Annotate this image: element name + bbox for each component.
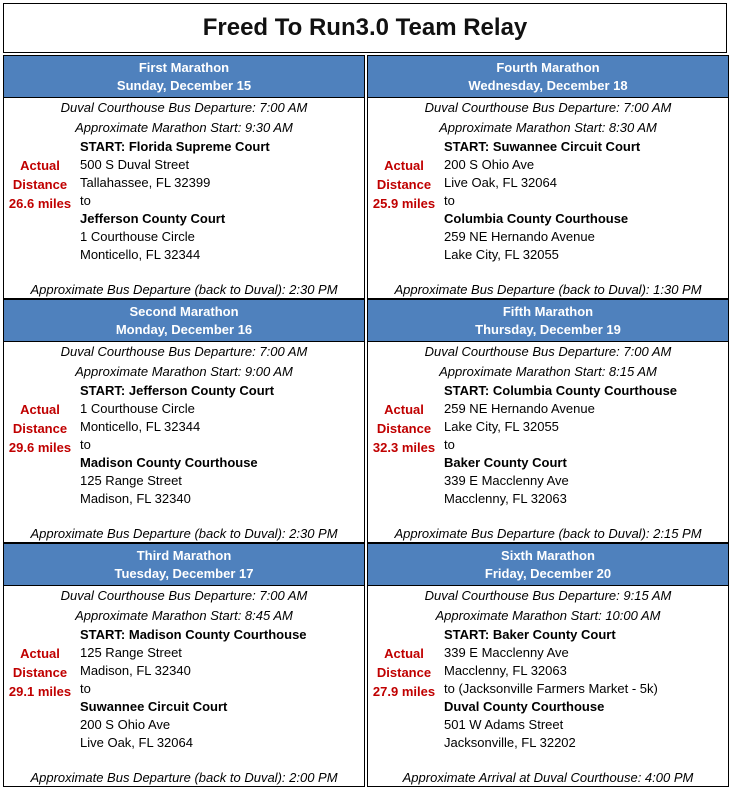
- distance-label-actual: Actual: [20, 158, 60, 173]
- distance-value: 26.6 miles: [8, 196, 72, 211]
- end-location: Madison County Courthouse: [80, 455, 258, 470]
- start-address-line2: Lake City, FL 32055: [444, 419, 559, 434]
- marathon-date: Wednesday, December 18: [468, 77, 628, 93]
- end-address-line2: Live Oak, FL 32064: [80, 735, 193, 750]
- route-addresses: [444, 138, 640, 264]
- marathon-header: [4, 56, 364, 98]
- route-addresses: [80, 626, 307, 752]
- bus-return: Approximate Bus Departure (back to Duval): 2:00 PM: [30, 770, 338, 785]
- actual-distance: [368, 400, 440, 457]
- marathon-start: Approximate Marathon Start: 8:30 AM: [439, 120, 657, 135]
- end-address-line2: Macclenny, FL 32063: [444, 491, 567, 506]
- start-address-line2: Tallahassee, FL 32399: [80, 175, 211, 190]
- start-address-line2: Live Oak, FL 32064: [444, 175, 557, 190]
- start-address-line1: 259 NE Hernando Avenue: [444, 401, 595, 416]
- marathon-header: [368, 544, 728, 586]
- end-location: Suwannee Circuit Court: [80, 699, 228, 714]
- actual-distance: [368, 644, 440, 701]
- marathon-cell: [3, 55, 365, 299]
- start-address-line2: Monticello, FL 32344: [80, 419, 201, 434]
- start-address-line1: 200 S Ohio Ave: [444, 157, 535, 172]
- marathon-date: Tuesday, December 17: [114, 565, 254, 581]
- page-title: Freed To Run3.0 Team Relay: [3, 3, 727, 53]
- route-addresses: [80, 138, 270, 264]
- marathon-name: First Marathon: [138, 59, 230, 75]
- to-label: to: [80, 681, 91, 696]
- route-details: [4, 626, 364, 768]
- start-address-line1: 1 Courthouse Circle: [80, 401, 195, 416]
- bus-departure: Duval Courthouse Bus Departure: 9:15 AM: [424, 588, 672, 603]
- distance-label-distance: Distance: [12, 177, 68, 192]
- distance-label-actual: Actual: [20, 402, 60, 417]
- distance-value: 25.9 miles: [372, 196, 436, 211]
- start-address-line1: 500 S Duval Street: [80, 157, 190, 172]
- marathon-name: Third Marathon: [136, 547, 232, 563]
- end-address-line1: 125 Range Street: [80, 473, 182, 488]
- distance-value: 29.6 miles: [8, 440, 72, 455]
- bus-departure: Duval Courthouse Bus Departure: 7:00 AM: [424, 100, 672, 115]
- end-address-line1: 501 W Adams Street: [444, 717, 564, 732]
- start-location: START: Columbia County Courthouse: [444, 383, 678, 398]
- end-location: Columbia County Courthouse: [444, 211, 629, 226]
- marathon-name: Sixth Marathon: [501, 547, 595, 563]
- marathon-cell: [367, 55, 729, 299]
- marathon-start: Approximate Marathon Start: 8:45 AM: [75, 608, 293, 623]
- actual-distance: [4, 644, 76, 701]
- marathon-cell: [367, 299, 729, 543]
- route-addresses: [444, 626, 658, 752]
- actual-distance: [4, 400, 76, 457]
- distance-label-distance: Distance: [12, 421, 68, 436]
- bus-departure: Duval Courthouse Bus Departure: 7:00 AM: [60, 344, 308, 359]
- end-location: Duval County Courthouse: [444, 699, 605, 714]
- end-address-line2: Madison, FL 32340: [80, 491, 191, 506]
- start-location: START: Jefferson County Court: [80, 383, 275, 398]
- start-location: START: Florida Supreme Court: [80, 139, 270, 154]
- bus-departure: Duval Courthouse Bus Departure: 7:00 AM: [424, 344, 672, 359]
- end-address-line2: Lake City, FL 32055: [444, 247, 559, 262]
- marathon-header: [4, 300, 364, 342]
- route-details: [368, 382, 728, 524]
- distance-label-actual: Actual: [384, 158, 424, 173]
- route-addresses: [80, 382, 274, 508]
- end-address-line1: 1 Courthouse Circle: [80, 229, 195, 244]
- end-address-line1: 339 E Macclenny Ave: [444, 473, 569, 488]
- distance-label-actual: Actual: [384, 646, 424, 661]
- bus-return: Approximate Bus Departure (back to Duval): 2:30 PM: [30, 282, 338, 297]
- bus-return: Approximate Bus Departure (back to Duval): 2:30 PM: [30, 526, 338, 541]
- to-label: to: [80, 193, 91, 208]
- marathon-date: Sunday, December 15: [116, 77, 252, 93]
- route-details: [368, 626, 728, 768]
- marathon-header: [368, 300, 728, 342]
- distance-value: 29.1 miles: [8, 684, 72, 699]
- to-label: to (Jacksonville Farmers Market - 5k): [444, 681, 658, 696]
- start-location: START: Madison County Courthouse: [80, 627, 307, 642]
- distance-label-distance: Distance: [376, 177, 432, 192]
- marathon-start: Approximate Marathon Start: 10:00 AM: [435, 608, 661, 623]
- end-location: Jefferson County Court: [80, 211, 226, 226]
- distance-label-distance: Distance: [12, 665, 68, 680]
- distance-label-actual: Actual: [384, 402, 424, 417]
- marathon-start: Approximate Marathon Start: 9:00 AM: [75, 364, 293, 379]
- to-label: to: [80, 437, 91, 452]
- route-details: [4, 138, 364, 280]
- distance-label-distance: Distance: [376, 421, 432, 436]
- bus-return: Approximate Arrival at Duval Courthouse: 4:00 PM: [402, 770, 694, 785]
- start-address-line2: Macclenny, FL 32063: [444, 663, 567, 678]
- end-address-line1: 200 S Ohio Ave: [80, 717, 171, 732]
- marathon-start: Approximate Marathon Start: 9:30 AM: [75, 120, 293, 135]
- start-address-line2: Madison, FL 32340: [80, 663, 191, 678]
- distance-label-actual: Actual: [20, 646, 60, 661]
- marathon-header: [368, 56, 728, 98]
- marathon-cell: [3, 299, 365, 543]
- start-location: START: Baker County Court: [444, 627, 616, 642]
- distance-value: 32.3 miles: [372, 440, 436, 455]
- start-location: START: Suwannee Circuit Court: [444, 139, 641, 154]
- bus-return: Approximate Bus Departure (back to Duval): 2:15 PM: [394, 526, 702, 541]
- marathon-date: Monday, December 16: [115, 321, 253, 337]
- bus-departure: Duval Courthouse Bus Departure: 7:00 AM: [60, 588, 308, 603]
- bus-return: Approximate Bus Departure (back to Duval): 1:30 PM: [394, 282, 702, 297]
- marathon-cell: [3, 543, 365, 787]
- end-address-line2: Monticello, FL 32344: [80, 247, 201, 262]
- marathon-date: Friday, December 20: [484, 565, 612, 581]
- marathon-name: Fourth Marathon: [496, 59, 600, 75]
- start-address-line1: 339 E Macclenny Ave: [444, 645, 569, 660]
- actual-distance: [368, 156, 440, 213]
- marathon-name: Fifth Marathon: [502, 303, 594, 319]
- distance-label-distance: Distance: [376, 665, 432, 680]
- end-address-line2: Jacksonville, FL 32202: [444, 735, 576, 750]
- marathon-header: [4, 544, 364, 586]
- bus-departure: Duval Courthouse Bus Departure: 7:00 AM: [60, 100, 308, 115]
- start-address-line1: 125 Range Street: [80, 645, 182, 660]
- route-details: [4, 382, 364, 524]
- end-location: Baker County Court: [444, 455, 567, 470]
- distance-value: 27.9 miles: [372, 684, 436, 699]
- marathon-name: Second Marathon: [129, 303, 239, 319]
- route-details: [368, 138, 728, 280]
- to-label: to: [444, 437, 455, 452]
- marathon-start: Approximate Marathon Start: 8:15 AM: [439, 364, 657, 379]
- marathon-date: Thursday, December 19: [475, 321, 621, 337]
- route-addresses: [444, 382, 677, 508]
- actual-distance: [4, 156, 76, 213]
- to-label: to: [444, 193, 455, 208]
- marathon-cell: [367, 543, 729, 787]
- end-address-line1: 259 NE Hernando Avenue: [444, 229, 595, 244]
